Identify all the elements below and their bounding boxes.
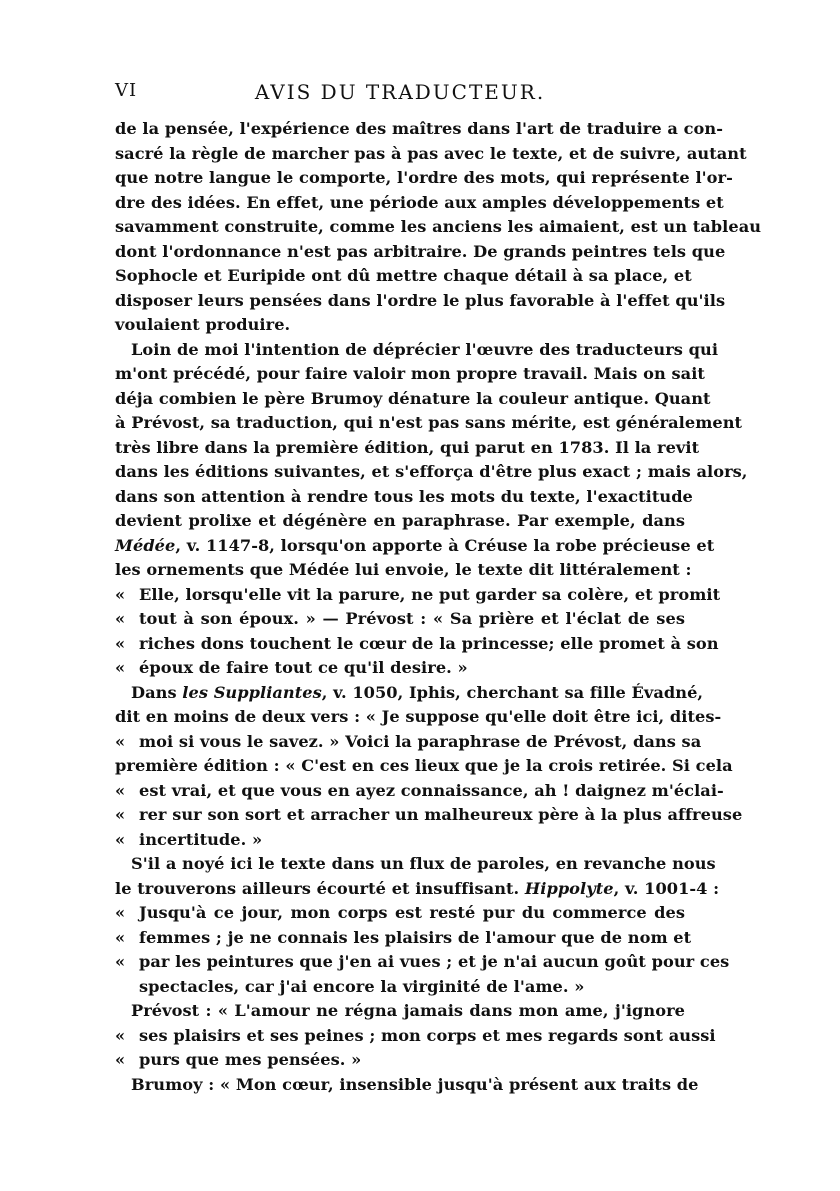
paragraph-start-line: Loin de moi l'intention de déprécier l'œuvre des traducteurs qui (131, 339, 719, 359)
quote-mark: « (115, 1050, 126, 1069)
text-line: Sophocle et Euripide ont dû mettre chaque détail à sa place, et (115, 266, 692, 285)
quote-line: « ses plaisirs et ses peines ; mon corps et mes regards sont aussi (115, 1024, 685, 1049)
text-line: première édition : « C'est en ces lieux que je la crois retirée. Si cela (115, 756, 733, 775)
quote-mark: « (115, 903, 126, 922)
quote-mark: « (115, 829, 126, 849)
text-line: disposer leurs pensées dans l'ordre le plus favorable à l'effet qu'ils (115, 290, 726, 310)
page-header (115, 80, 685, 114)
text-line: m'ont précédé, pour faire valoir mon propre travail. Mais on sait (115, 364, 705, 383)
quote-mark: « (115, 609, 126, 628)
play-title: Hippolyte (524, 878, 614, 898)
quote-line: « moi si vous le savez. » Voici la paraphrase de Prévost, dans sa (115, 730, 685, 755)
text-line: le trouverons ailleurs écourté et insuffisant. Hippolyte, v. 1001-4 : (115, 878, 720, 898)
text-line: dans les éditions suivantes, et s'efforça d'être plus exact ; mais alors, (115, 462, 748, 481)
quote-line: « riches dons touchent le cœur de la princesse; elle promet à son (115, 632, 685, 657)
quote-line: « incertitude. » (115, 828, 685, 853)
quote-line: « est vrai, et que vous en ayez connaissance, ah ! daignez m'éclai- (115, 779, 685, 804)
quote-mark: « (115, 731, 126, 751)
quote-line: « purs que mes pensées. » (115, 1048, 685, 1073)
paragraph-start-line: S'il a noyé ici le texte dans un flux de paroles, en revanche nous (131, 854, 716, 873)
quote-line: « rer sur son sort et arracher un malheureux père à la plus affreuse (115, 803, 685, 828)
text-line: dre des idées. En effet, une période aux amples développements et (115, 192, 724, 212)
quote-mark: « (115, 658, 126, 677)
text-line: Médée, v. 1147-8, lorsqu'on apporte à Créuse la robe précieuse et (115, 535, 715, 555)
quote-mark: « (115, 584, 126, 604)
paragraph-start-line: Brumoy : « Mon cœur, insensible jusqu'à présent aux traits de (131, 1074, 699, 1094)
paragraph-start-line: Prévost : « L'amour ne régna jamais dans mon ame, j'ignore (131, 1001, 685, 1020)
text-line: à Prévost, sa traduction, qui n'est pas sans mérite, est généralement (115, 413, 743, 432)
quote-line: « Elle, lorsqu'elle vit la parure, ne put garder sa colère, et promit (115, 583, 685, 608)
quote-mark: « (115, 927, 126, 947)
text-line: savamment construite, comme les anciens les aimaient, est un tableau (115, 217, 762, 236)
quote-mark: « (115, 633, 126, 653)
text-line: dit en moins de deux vers : « Je suppose qu'elle doit être ici, dites- (115, 707, 722, 726)
text-line: dont l'ordonnance n'est pas arbitraire. De grands peintres tels que (115, 241, 726, 261)
quote-line: « époux de faire tout ce qu'il desire. » (115, 656, 685, 681)
text-line: devient prolixe et dégénère en paraphrase. Par exemple, dans (115, 511, 685, 530)
text-line: déja combien le père Brumoy dénature la couleur antique. Quant (115, 388, 711, 408)
running-title: AVIS DU TRADUCTEUR. (254, 80, 546, 104)
text-line: voulaient produire. (115, 315, 291, 334)
quote-mark: « (115, 952, 126, 971)
text-line: très libre dans la première édition, qui parut en 1783. Il la revit (115, 437, 700, 457)
quote-line: spectacles, car j'ai encore la virginité de l'ame. » (139, 976, 585, 996)
body-text (115, 117, 762, 1097)
play-title: les Suppliantes (182, 682, 322, 702)
quote-line: « femmes ; je ne connais les plaisirs de l'amour que de nom et (115, 926, 685, 951)
text-line: dans son attention à rendre tous les mots du texte, l'exactitude (115, 486, 693, 506)
quote-line: « par les peintures que j'en ai vues ; et je n'ai aucun goût pour ces (115, 950, 685, 975)
play-title: Médée (115, 535, 176, 555)
quote-mark: « (115, 805, 126, 824)
quote-line: « Jusqu'à ce jour, mon corps est resté pur du commerce des (115, 901, 685, 926)
text-line: de la pensée, l'expérience des maîtres dans l'art de traduire a con- (115, 119, 723, 138)
quote-mark: « (115, 780, 126, 800)
text-line: les ornements que Médée lui envoie, le texte dit littéralement : (115, 560, 692, 579)
quote-mark: « (115, 1025, 126, 1045)
page-number: VI (115, 80, 138, 101)
text-line: que notre langue le comporte, l'ordre des mots, qui représente l'or- (115, 168, 733, 187)
quote-line: « tout à son époux. » — Prévost : « Sa prière et l'éclat de ses (115, 607, 685, 632)
text-line: sacré la règle de marcher pas à pas avec le texte, et de suivre, autant (115, 143, 747, 163)
paragraph-start-line: Dans les Suppliantes, v. 1050, Iphis, cherchant sa fille Évadné, (131, 682, 704, 702)
